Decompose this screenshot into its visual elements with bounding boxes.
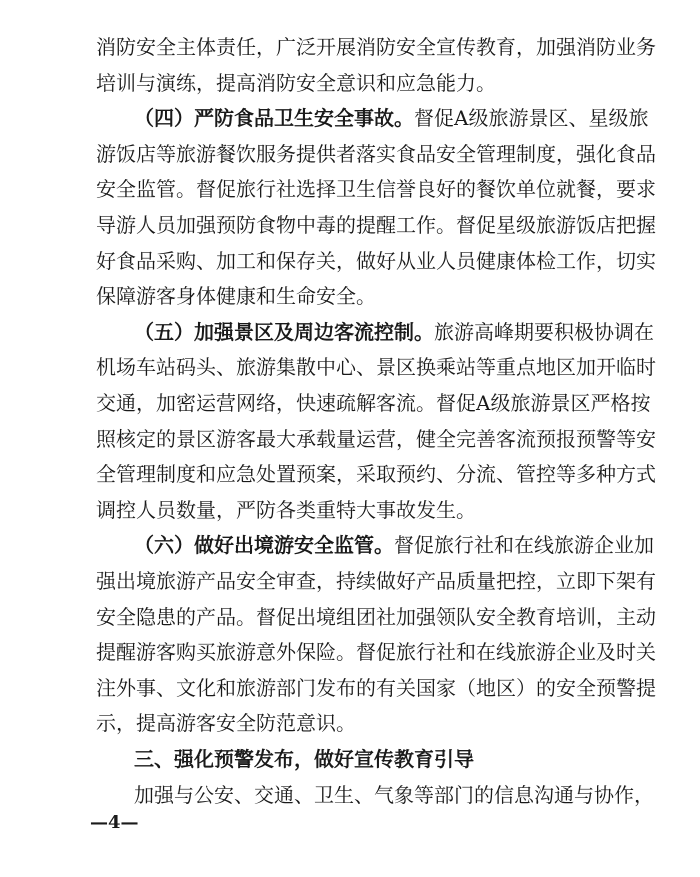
section-heading: 三、强化预警发布，做好宣传教育引导 bbox=[134, 747, 474, 771]
text-span: 旅游高峰期要积极协调在 bbox=[434, 320, 654, 344]
text-line: 好食品采购、加工和保存关，做好从业人员健康体检工作，切实 bbox=[96, 249, 656, 273]
text-span: 督促A级旅游景区、星级旅 bbox=[414, 106, 649, 130]
text-line: 机场车站码头、旅游集散中心、景区换乘站等重点地区加开临时 bbox=[96, 355, 656, 379]
text-line: 消防安全主体责任，广泛开展消防安全宣传教育，加强消防业务 bbox=[96, 35, 656, 59]
text-line: 培训与演练，提高消防安全意识和应急能力。 bbox=[96, 71, 496, 95]
paragraph-first-line bbox=[134, 527, 700, 563]
text-line: 示，提高游客安全防范意识。 bbox=[96, 711, 356, 735]
text-line: 注外事、文化和旅游部门发布的有关国家（地区）的安全预警提 bbox=[96, 676, 656, 700]
text-line: 游饭店等旅游餐饮服务提供者落实食品安全管理制度，强化食品 bbox=[96, 142, 656, 166]
text-line: 导游人员加强预防食物中毒的提醒工作。督促星级旅游饭店把握 bbox=[96, 213, 656, 237]
text-line: 全管理制度和应急处置预案，采取预约、分流、管控等多种方式 bbox=[96, 462, 656, 486]
text-line: 照核定的景区游客最大承载量运营，健全完善客流预报预警等安 bbox=[96, 427, 656, 451]
text-line: 安全隐患的产品。督促出境组团社加强领队安全教育培训，主动 bbox=[96, 605, 656, 629]
paragraph-lead: （六）做好出境游安全监管。 bbox=[134, 533, 394, 557]
text-line: 强出境旅游产品安全审查，持续做好产品质量把控，立即下架有 bbox=[96, 569, 656, 593]
paragraph-lead: （五）加强景区及周边客流控制。 bbox=[134, 320, 434, 344]
text-line: 提醒游客购买旅游意外保险。督促旅行社和在线旅游企业及时关 bbox=[96, 640, 656, 664]
text-line: 交通，加密运营网络，快速疏解客流。督促A级旅游景区严格按 bbox=[96, 391, 651, 415]
paragraph-first-line bbox=[134, 100, 700, 136]
paragraph-first-line bbox=[134, 314, 700, 350]
text-span: 督促旅行社和在线旅游企业加 bbox=[394, 533, 654, 557]
text-line: 安全监管。督促旅行社选择卫生信誉良好的餐饮单位就餐，要求 bbox=[96, 177, 656, 201]
page-number: —4— bbox=[90, 812, 139, 833]
text-line: 保障游客身体健康和生命安全。 bbox=[96, 284, 376, 308]
text-line: 加强与公安、交通、卫生、气象等部门的信息沟通与协作， bbox=[134, 783, 654, 807]
paragraph-lead: （四）严防食品卫生安全事故。 bbox=[134, 106, 414, 130]
text-line: 调控人员数量，严防各类重特大事故发生。 bbox=[96, 498, 476, 522]
